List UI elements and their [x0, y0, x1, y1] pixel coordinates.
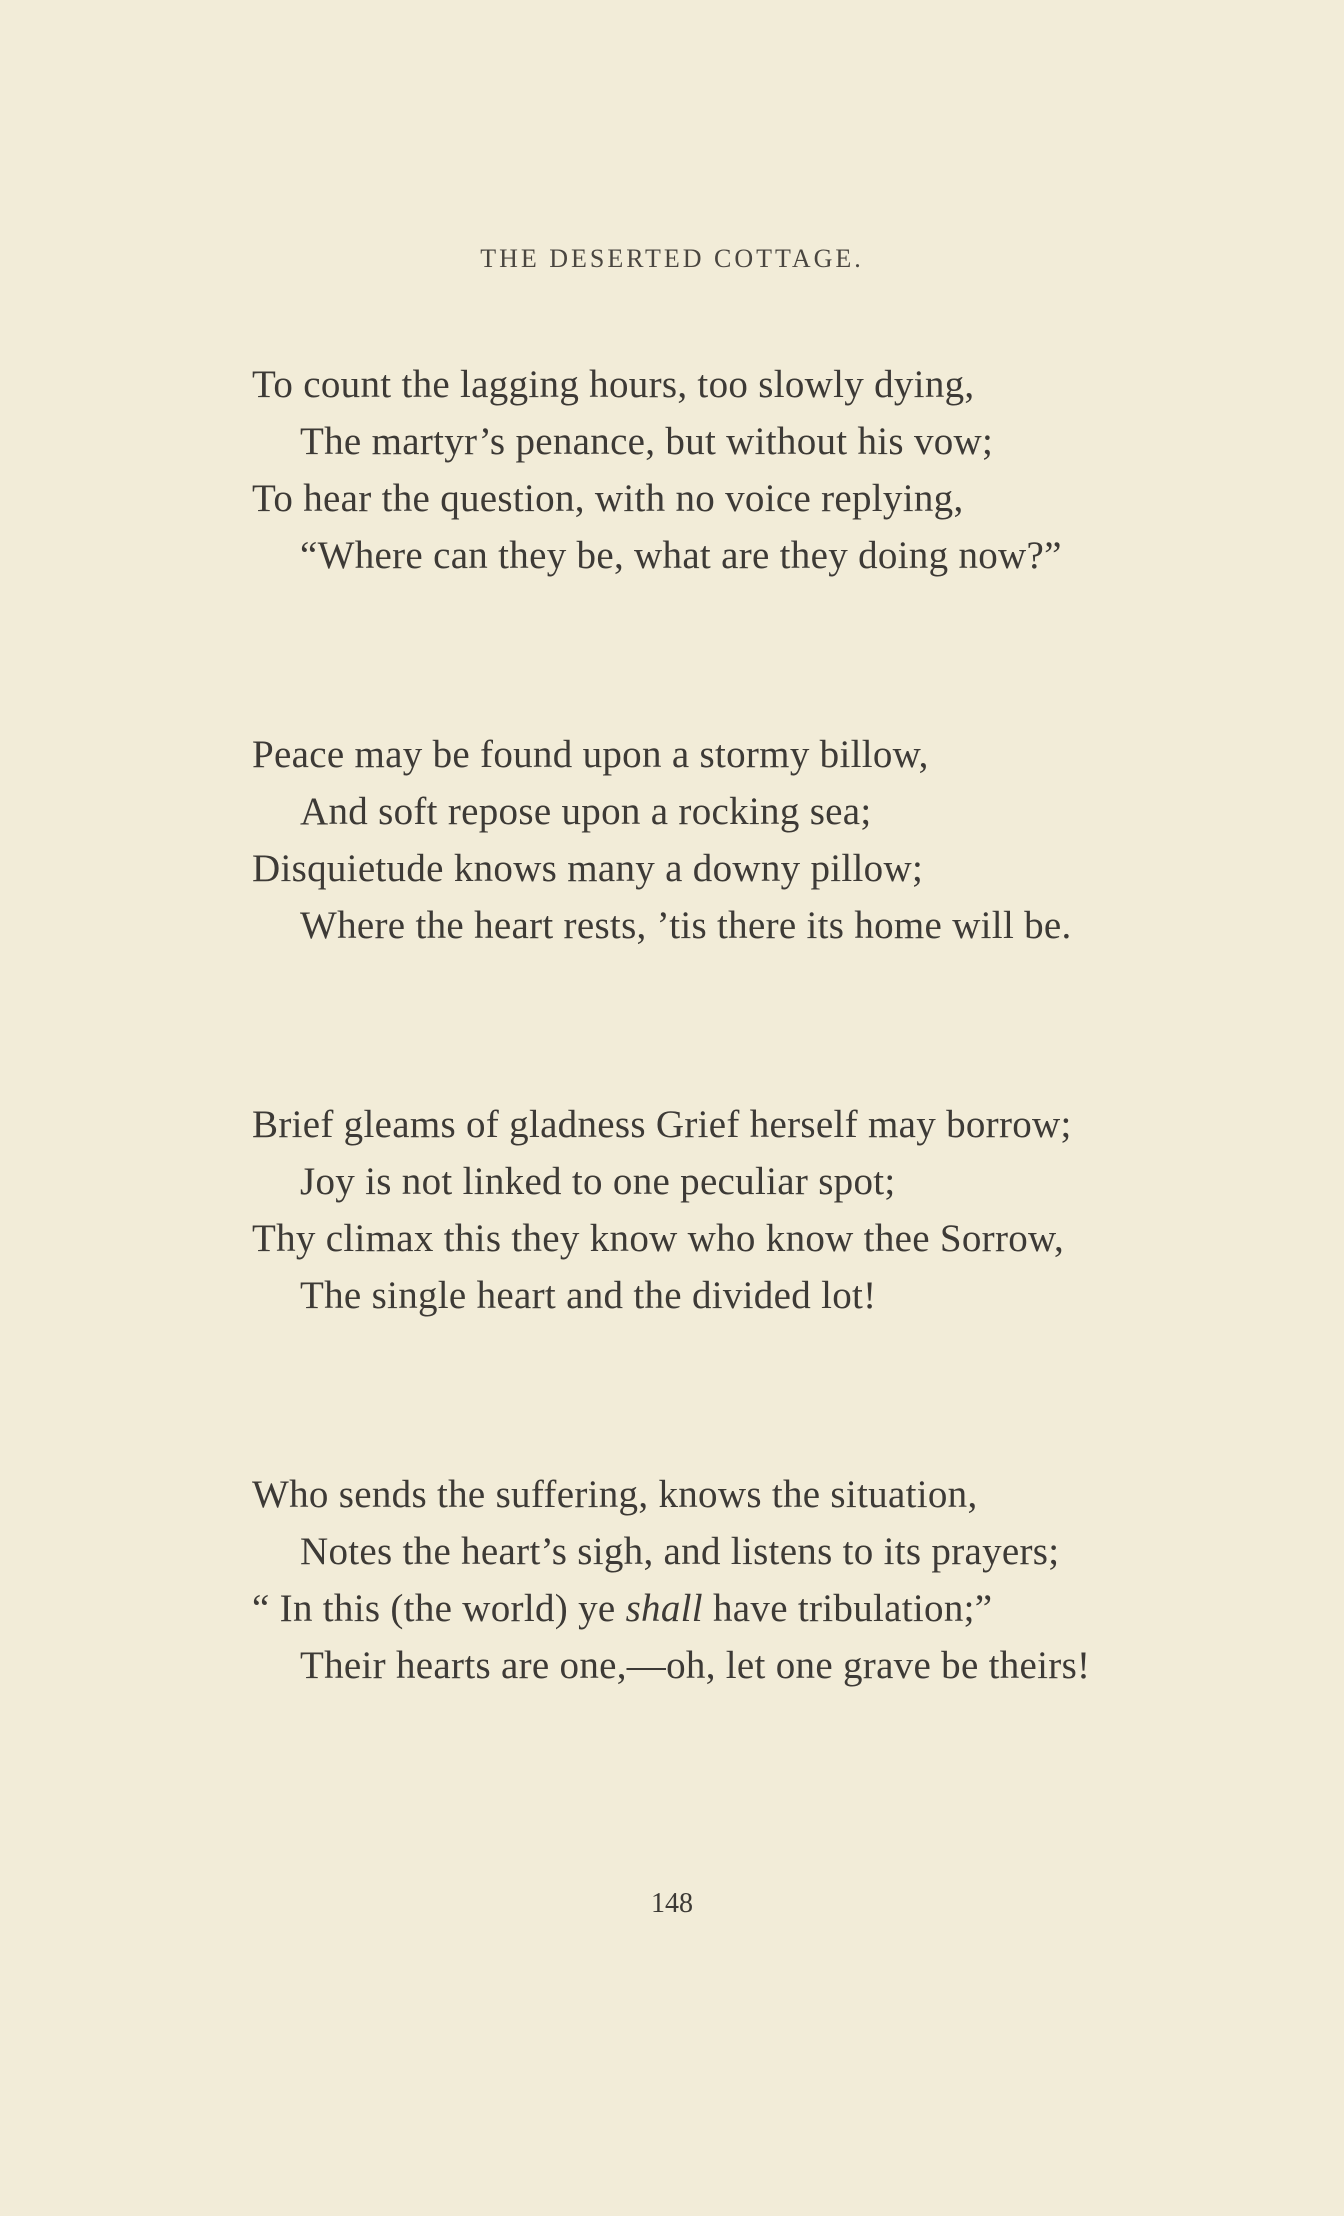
poem-line: Joy is not linked to one peculiar spot; — [300, 1160, 896, 1203]
poem-line: Who sends the suffering, knows the situation, — [252, 1473, 978, 1516]
line-text: “ In this (the world) ye — [252, 1587, 626, 1630]
running-head: THE DESERTED COTTAGE. — [480, 244, 864, 273]
poem-line: Their hearts are one,—oh, let one grave be theirs! — [300, 1644, 1091, 1687]
poem-line: To count the lagging hours, too slowly dying, — [252, 363, 975, 406]
stanza-3 — [252, 1096, 1252, 1324]
poem — [252, 356, 1252, 1836]
poem-line: Where the heart rests, ’tis there its home will be. — [300, 904, 1072, 947]
poem-line: The martyr’s penance, but without his vow; — [300, 420, 994, 463]
poem-line-mixed — [252, 1580, 1252, 1637]
poem-line: Thy climax this they know who know thee Sorrow, — [252, 1217, 1065, 1260]
italic-word: shall — [625, 1587, 703, 1630]
poem-line: Notes the heart’s sigh, and listens to its prayers; — [300, 1530, 1060, 1573]
stanza-2 — [252, 726, 1252, 954]
page-number: 148 — [651, 1888, 693, 1919]
stanza-1 — [252, 356, 1252, 584]
poem-line: And soft repose upon a rocking sea; — [300, 790, 872, 833]
poem-line: Peace may be found upon a stormy billow, — [252, 733, 929, 776]
poem-line: Disquietude knows many a downy pillow; — [252, 847, 924, 890]
poem-line: “Where can they be, what are they doing now?” — [300, 534, 1062, 577]
poem-line: Brief gleams of gladness Grief herself may borrow; — [252, 1103, 1072, 1146]
stanza-4 — [252, 1466, 1252, 1694]
poem-line: To hear the question, with no voice replying, — [252, 477, 964, 520]
line-text: have tribulation;” — [702, 1587, 993, 1630]
poem-line: The single heart and the divided lot! — [300, 1274, 877, 1317]
